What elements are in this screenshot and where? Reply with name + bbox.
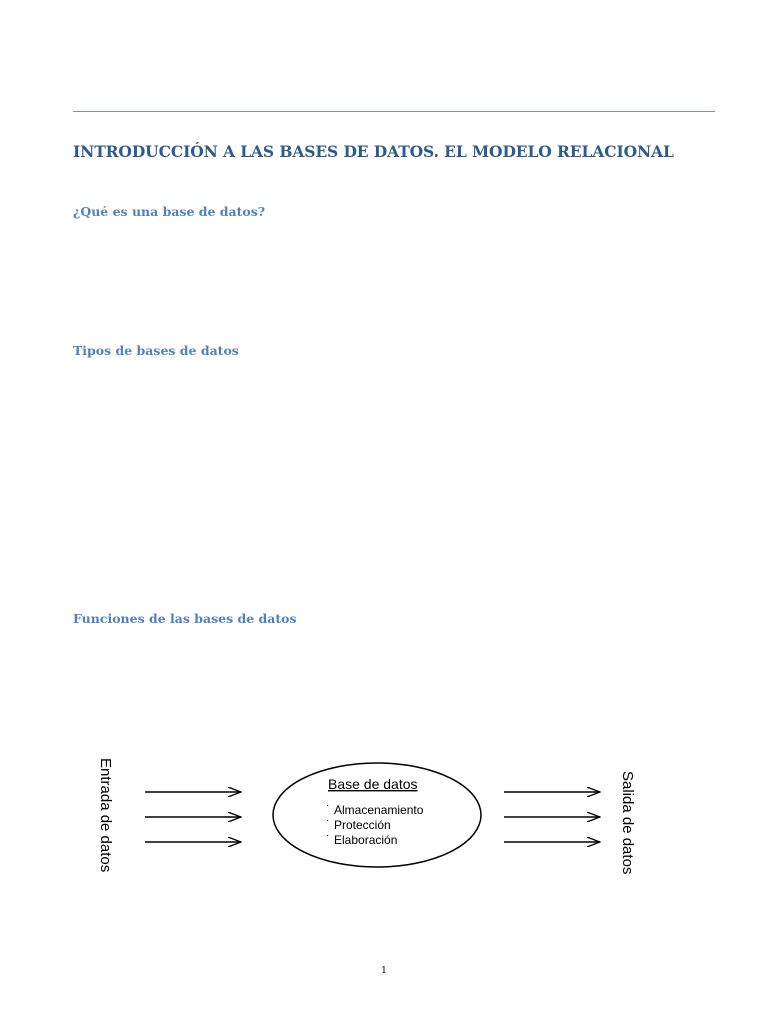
document-title: INTRODUCCIÓN A LAS BASES DE DATOS. EL MODELO RELACIONAL	[73, 142, 674, 161]
function-bullet-2: ·	[326, 815, 330, 826]
section-heading-database-functions: Funciones de las bases de datos	[73, 611, 297, 626]
input-label: Entrada de datos	[97, 758, 114, 873]
database-title: Base de datos	[328, 776, 418, 792]
section-heading-database-types: Tipos de bases de datos	[73, 343, 239, 358]
header-rule	[73, 111, 715, 112]
function-item-3: Elaboración	[334, 833, 398, 847]
function-item-1: Almacenamiento	[334, 803, 424, 817]
function-bullet-1: ·	[326, 800, 330, 811]
output-label: Salida de datos	[619, 771, 636, 875]
function-item-2: Protección	[334, 818, 391, 832]
database-functions-diagram	[90, 745, 650, 880]
section-heading-what-is-database: ¿Qué es una base de datos?	[73, 204, 266, 219]
function-bullet-3: ·	[326, 830, 330, 841]
page-number: 1	[381, 966, 387, 976]
